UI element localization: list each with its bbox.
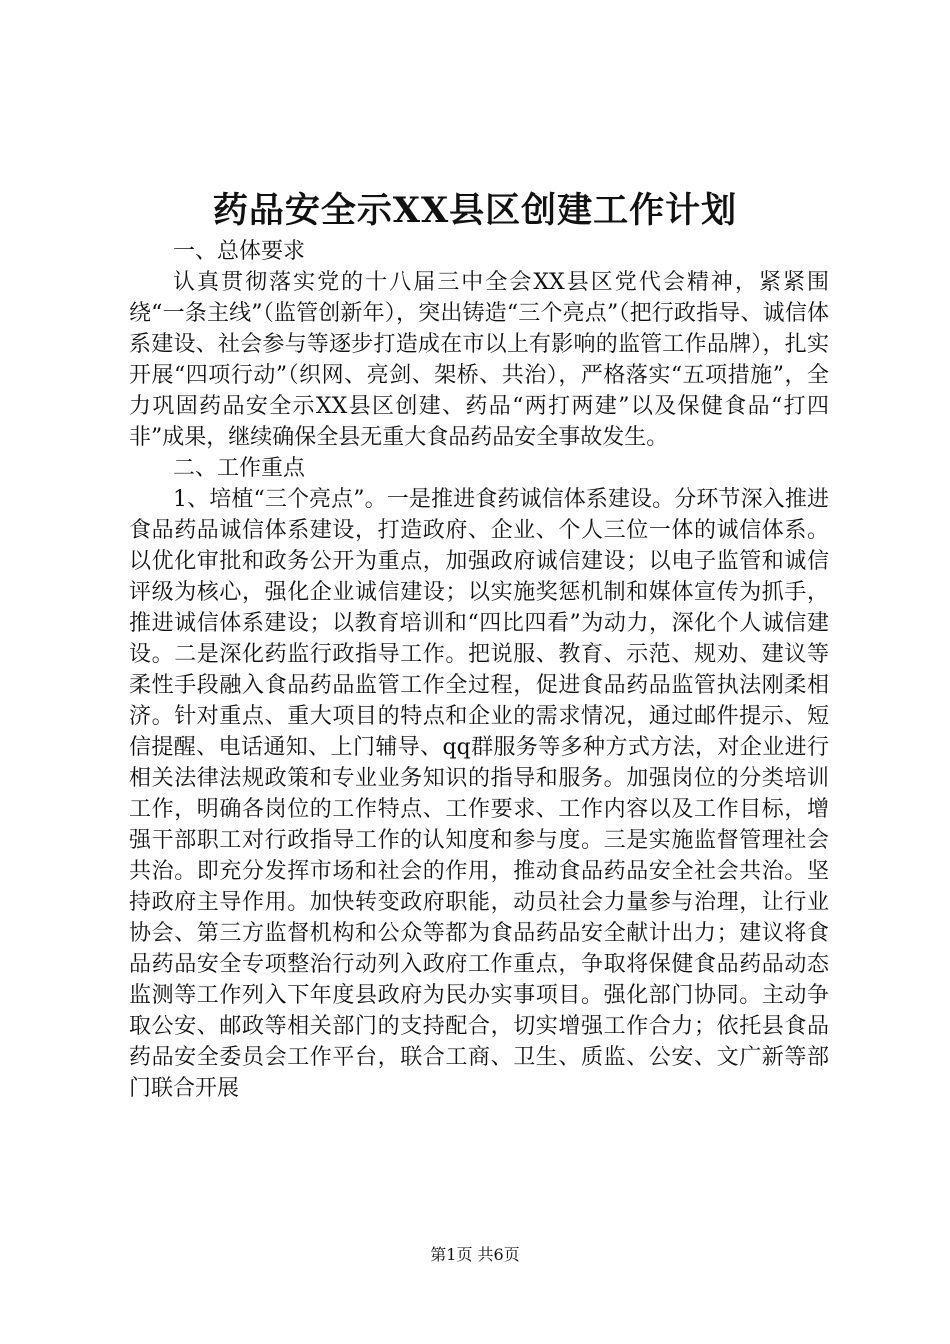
paragraph-three-highlights: 1、培植“三个亮点”。一是推进食药诚信体系建设。分环节深入推进食品药品诚信体系建设，打造政府、企业、个人三位一体的诚信体系。以优化审批和政务公开为重点，加强政府诚信建设；以电子监管和诚信评级为核心，强化企业诚信建设；以实施奖惩机制和媒体宣传为抓手，推进诚信体系建设；以教育培训和“四比四看”为动力，深化个人诚信建设。二是深化药监行政指导工作。把说服、教育、示范、规劝、建议等柔性手段融入食品药品监管工作全过程，促进食品药品监管执法刚柔相济。针对重点、重大项目的特点和企业的需求情况，通过邮件提示、短信提醒、电话通知、上门辅导、qq群服务等多种方式方法，对企业进行相关法律法规政策和专业业务知识的指导和服务。加强岗位的分类培训工作，明确各岗位的工作特点、工作要求、工作内容以及工作目标，增强干部职工对行政指导工作的认知度和参与度。三是实施监督管理社会共治。即充分发挥市场和社会的作用，推动食品药品安全社会共治。坚持政府主导作用。加快转变政府职能，动员社会力量参与治理，让行业协会、第三方监督机构和公众等都为食品药品安全献计出力；建议将食品药品安全专项整治行动列入政府工作重点，争取将保健食品药品动态监测等工作列入下年度县政府为民办实事项目。强化部门协同。主动争取公安、邮政等相关部门的支持配合，切实增强工作合力；依托县食品药品安全委员会工作平台，联合工商、卫生、质监、公安、文广新等部门联合开展	[129, 487, 829, 1101]
section-heading-work-focus: 二、工作重点	[173, 456, 306, 481]
section-heading-general-requirements: 一、总体要求	[173, 239, 306, 264]
paragraph-general-requirements: 认真贯彻落实党的十八届三中全会XX县区党代会精神，紧紧围绕“一条主线”（监管创新年），突出铸造“三个亮点”（把行政指导、诚信体系建设、社会参与等逐步打造成在市以上有影响的监管工作品牌），扎实开展“四项行动”（织网、亮剑、架桥、共治），严格落实“五项措施”，全力巩固药品安全示XX县区创建、药品“两打两建”以及保健食品“打四非”成果，继续确保全县无重大食品药品安全事故发生。	[129, 270, 829, 450]
document-title: 药品安全示XX县区创建工作计划	[212, 190, 738, 231]
document-body	[129, 236, 829, 1104]
page-number-footer: 第1页 共6页	[430, 1245, 520, 1264]
